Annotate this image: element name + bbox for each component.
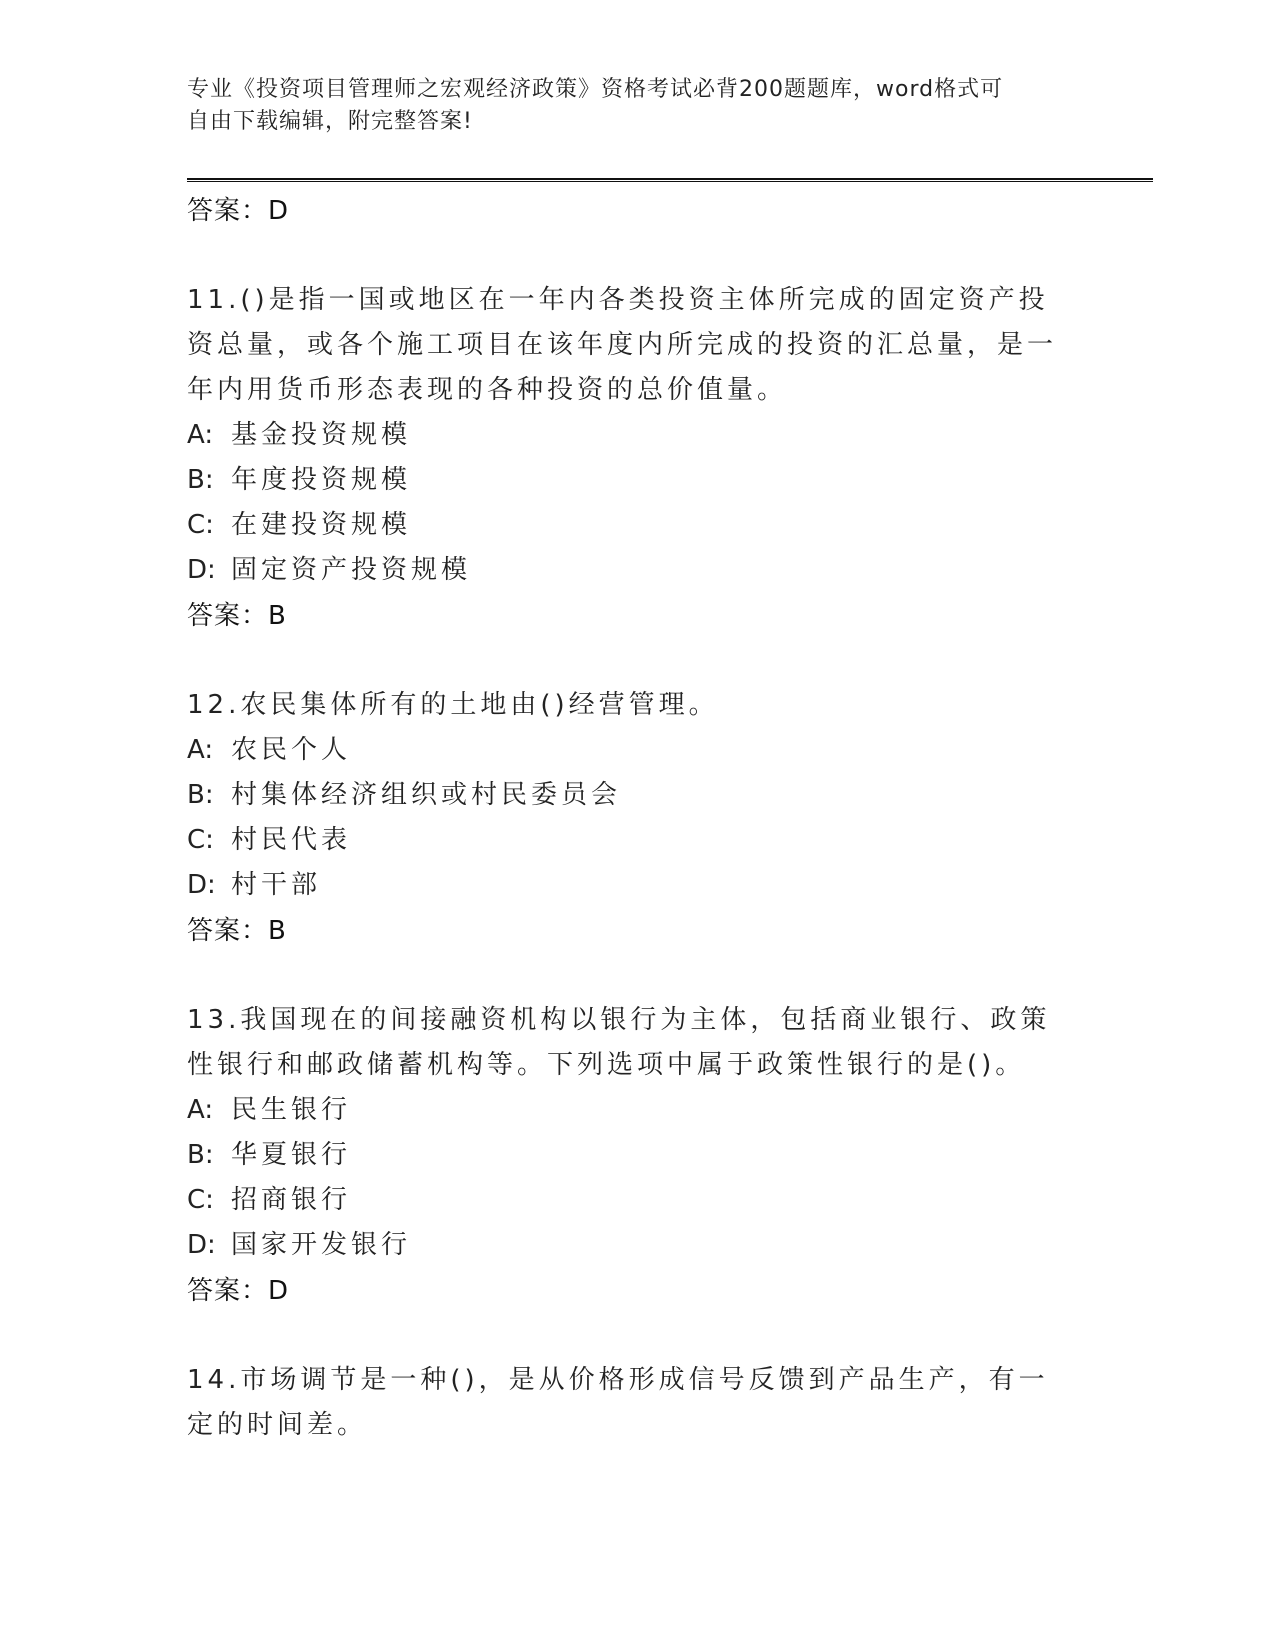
option-b — [187, 773, 1087, 818]
option-list — [187, 413, 1087, 593]
option-letter: D: — [187, 555, 216, 585]
question-stem: 14.市场调节是一种()，是从价格形成信号反馈到产品生产，有一定的时间差。 — [187, 1365, 1049, 1440]
document-body — [187, 188, 1087, 1448]
question-stem: 13.我国现在的间接融资机构以银行为主体，包括商业银行、政策性银行和邮政储蓄机构等。下列选项中属于政策性银行的是()。 — [187, 1005, 1051, 1080]
option-text: 华夏银行 — [231, 1140, 352, 1170]
header-line-2: 自由下载编辑，附完整答案! — [187, 109, 473, 134]
option-letter: C: — [187, 1185, 214, 1215]
option-text: 年度投资规模 — [231, 465, 412, 495]
option-d — [187, 548, 1087, 593]
option-letter: D: — [187, 870, 216, 900]
option-b — [187, 458, 1087, 503]
option-letter: C: — [187, 825, 214, 855]
question-11 — [187, 278, 1087, 639]
option-text: 招商银行 — [231, 1185, 352, 1215]
option-letter: C: — [187, 510, 214, 540]
option-list — [187, 728, 1087, 908]
answer-line: 答案：D — [187, 1276, 290, 1306]
page-header — [187, 74, 1067, 138]
question-13 — [187, 998, 1087, 1314]
option-a — [187, 413, 1087, 458]
question-14 — [187, 1358, 1087, 1448]
option-c — [187, 818, 1087, 863]
answer-line: 答案：B — [187, 601, 287, 631]
option-text: 村集体经济组织或村民委员会 — [231, 780, 622, 810]
question-stem: 12.农民集体所有的土地由()经营管理。 — [187, 690, 719, 720]
option-list — [187, 1088, 1087, 1268]
question-12 — [187, 683, 1087, 954]
header-divider — [187, 178, 1153, 182]
question-stem: 11.()是指一国或地区在一年内各类投资主体所完成的固定资产投资总量，或各个施工项目在该年度内所完成的投资的汇总量，是一年内用货币形态表现的各种投资的总价值量。 — [187, 285, 1058, 405]
option-text: 在建投资规模 — [231, 510, 412, 540]
option-letter: A: — [187, 420, 214, 450]
option-b — [187, 1133, 1087, 1178]
option-text: 村干部 — [231, 870, 322, 900]
option-d — [187, 1223, 1087, 1268]
option-text: 固定资产投资规模 — [231, 555, 472, 585]
option-text: 国家开发银行 — [231, 1230, 412, 1260]
option-c — [187, 1178, 1087, 1223]
option-c — [187, 503, 1087, 548]
option-letter: B: — [187, 1140, 214, 1170]
option-letter: A: — [187, 735, 214, 765]
option-a — [187, 1088, 1087, 1133]
option-text: 村民代表 — [231, 825, 352, 855]
option-letter: B: — [187, 780, 214, 810]
option-d — [187, 863, 1087, 908]
option-text: 农民个人 — [231, 735, 352, 765]
header-line-1: 专业《投资项目管理师之宏观经济政策》资格考试必背200题题库，word格式可 — [187, 77, 1004, 102]
option-text: 基金投资规模 — [231, 420, 412, 450]
option-a — [187, 728, 1087, 773]
option-letter: B: — [187, 465, 214, 495]
previous-answer: 答案：D — [187, 196, 290, 226]
option-letter: A: — [187, 1095, 214, 1125]
answer-line: 答案：B — [187, 916, 287, 946]
option-text: 民生银行 — [231, 1095, 352, 1125]
option-letter: D: — [187, 1230, 216, 1260]
